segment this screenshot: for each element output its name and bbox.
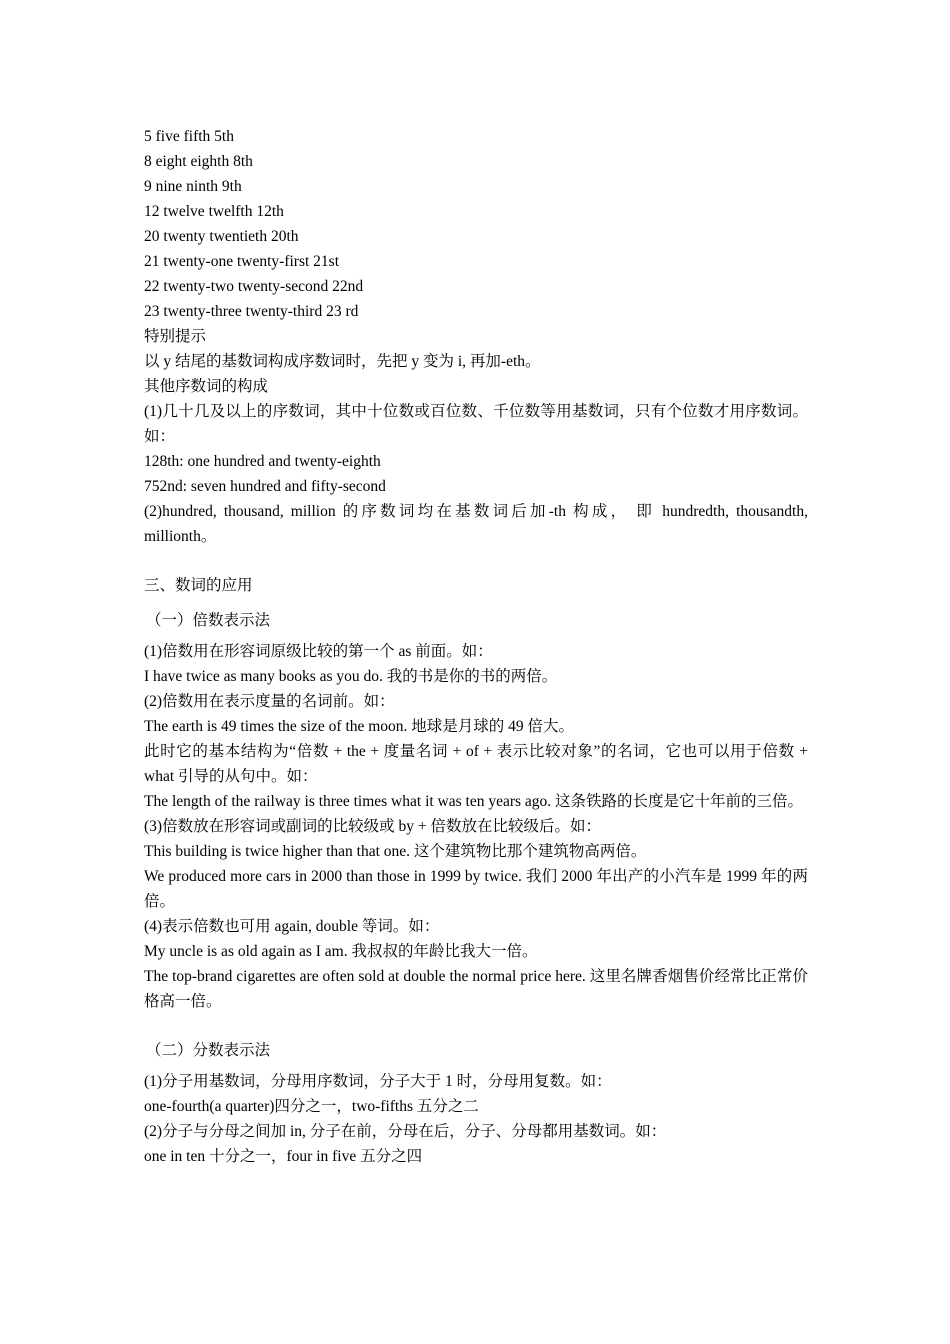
- paragraph: The top-brand cigarettes are often sold at double the normal price here. 这里名牌香烟售价经常比正常价格高一倍。: [144, 968, 808, 1010]
- multiples-content: [144, 639, 808, 1014]
- paragraph: (2)倍数用在表示度量的名词前。如：: [144, 693, 395, 710]
- document-page: [144, 124, 808, 1169]
- other-ordinals-rule2: (2)hundred, thousand, million 的序数词均在基数词后加-th 构成， 即 hundredth, thousandth, millionth。: [144, 503, 808, 545]
- paragraph: (3)倍数放在形容词或副词的比较级或 by + 倍数放在比较级后。如：: [144, 818, 601, 835]
- subsection-heading-fractions: （二）分数表示法: [146, 1042, 271, 1059]
- other-ordinals-title: 其他序数词的构成: [144, 378, 269, 395]
- paragraph: (1)倍数用在形容词原级比较的第一个 as 前面。如：: [144, 643, 493, 660]
- ordinal-row: 23 twenty-three twenty-third 23 rd: [144, 303, 359, 320]
- other-ordinals-example: 752nd: seven hundred and fifty-second: [144, 478, 386, 495]
- paragraph: (1)分子用基数词，分母用序数词，分子大于 1 时，分母用复数。如：: [144, 1073, 612, 1090]
- other-ordinals-rule1: (1)几十几及以上的序数词，其中十位数或百位数、千位数等用基数词，只有个位数才用序数词。如：: [144, 403, 808, 445]
- ordinal-row: 8 eight eighth 8th: [144, 153, 253, 170]
- section-heading: 三、数词的应用: [144, 577, 253, 594]
- other-ordinals-example: 128th: one hundred and twenty-eighth: [144, 453, 381, 470]
- paragraph: 此时它的基本结构为“倍数 + the + 度量名词 + of + 表示比较对象”的名词，它也可以用于倍数 + what 引导的从句中。如：: [144, 743, 808, 785]
- ordinal-row: 22 twenty-two twenty-second 22nd: [144, 278, 364, 295]
- paragraph: This building is twice higher than that one. 这个建筑物比那个建筑物高两倍。: [144, 843, 647, 860]
- ordinal-row: 5 five fifth 5th: [144, 128, 234, 145]
- fractions-content: [144, 1069, 808, 1169]
- paragraph: (4)表示倍数也可用 again, double 等词。如：: [144, 918, 440, 935]
- paragraph: (2)分子与分母之间加 in, 分子在前，分母在后，分子、分母都用基数词。如：: [144, 1123, 667, 1140]
- ordinal-row: 9 nine ninth 9th: [144, 178, 242, 195]
- ordinal-table: [144, 124, 808, 324]
- subsection-heading-multiples: （一）倍数表示法: [146, 612, 271, 629]
- paragraph: I have twice as many books as you do. 我的书是你的书的两倍。: [144, 668, 558, 685]
- paragraph: one-fourth(a quarter)四分之一，two-fifths 五分之二: [144, 1098, 479, 1115]
- paragraph: We produced more cars in 2000 than those in 1999 by twice. 我们 2000 年出产的小汽车是 1999 年的两倍。: [144, 868, 808, 910]
- paragraph: one in ten 十分之一，four in five 五分之四: [144, 1148, 423, 1165]
- ordinal-row: 21 twenty-one twenty-first 21st: [144, 253, 340, 270]
- special-note-text: 以 y 结尾的基数词构成序数词时，先把 y 变为 i, 再加-eth。: [144, 353, 541, 370]
- ordinal-row: 12 twelve twelfth 12th: [144, 203, 284, 220]
- special-note-title: 特别提示: [144, 328, 207, 345]
- paragraph: The length of the railway is three times what it was ten years ago. 这条铁路的长度是它十年前的三倍。: [144, 793, 804, 810]
- paragraph: My uncle is as old again as I am. 我叔叔的年龄比我大一倍。: [144, 943, 538, 960]
- ordinal-row: 20 twenty twentieth 20th: [144, 228, 299, 245]
- paragraph: The earth is 49 times the size of the moon. 地球是月球的 49 倍大。: [144, 718, 575, 735]
